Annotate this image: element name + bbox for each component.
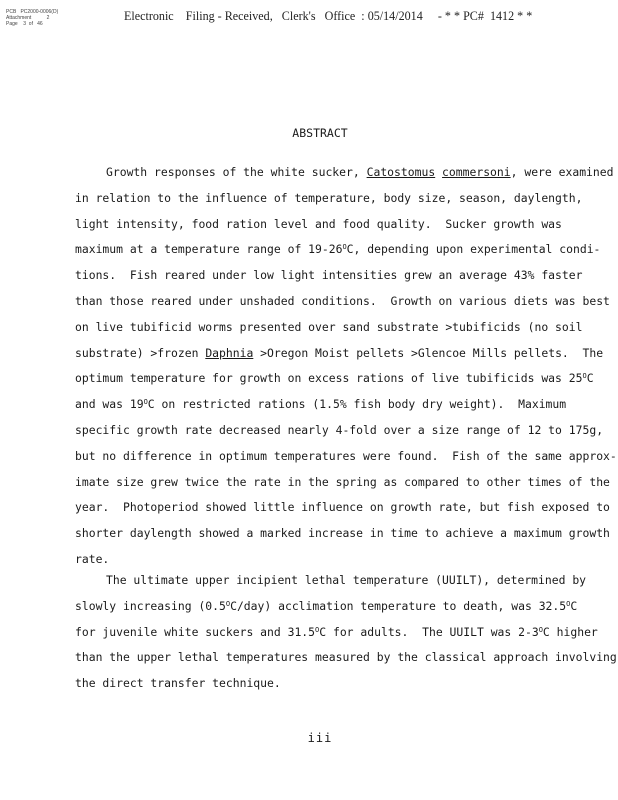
- text-line: than those reared under unshaded conditions. Growth on various diets was best: [75, 293, 610, 308]
- text-line: for juvenile white suckers and $31.5^OC$ for adults. The UUILT was $2-3^OC$ higher: [75, 624, 598, 639]
- text-line: imate size grew twice the rate in the spring as compared to other times of the: [75, 474, 610, 489]
- text-line: shorter daylength showed a marked increase in time to achieve a maximum growth: [75, 526, 610, 541]
- text-line: on live tubificid worms presented over sand substrate >tubificids (no soil: [75, 319, 583, 334]
- text-line: but no difference in optimum temperatures were found. Fish of the same approx-: [75, 448, 617, 463]
- text-line: slowly increasing $(0.5^OC/day)$ acclimation temperature to death, was $32.5^OC$: [75, 598, 578, 613]
- text-line: tions. Fish reared under low light intensities grew an average 43% faster: [75, 268, 583, 283]
- text-line: maximum at a temperature range of $19-26^OC$, depending upon experimental condi-: [75, 242, 601, 257]
- text-line: in relation to the influence of temperature, body size, season, daylength,: [75, 190, 583, 205]
- species-name: commersoni: [442, 165, 511, 179]
- text-line: and was $19^OC$ on restricted rations (1.5% fish body dry weight). Maximum: [75, 397, 567, 412]
- stamp-line: Page 3 of 46: [6, 21, 43, 27]
- daphnia-term: Daphnia: [205, 345, 254, 360]
- text-line: than the upper lethal temperatures measured by the classical approach involving: [75, 650, 617, 665]
- page-number: iii: [307, 731, 333, 745]
- text-line: Growth responses of the white sucker, Catostomus commersoni, were examined: [106, 165, 614, 179]
- text-line: year. Photoperiod showed little influence on growth rate, but fish exposed to: [75, 500, 610, 515]
- paragraph-growth: [75, 165, 617, 578]
- stamp-line: PCB PC2000-0006(D): [6, 9, 59, 15]
- text-line: specific growth rate decreased nearly 4-fold over a size range of 12 to 175g,: [75, 422, 604, 437]
- text-line: substrate) >frozen Daphnia >Oregon Moist pellets >Glencoe Mills pellets. The: [75, 345, 604, 360]
- text-line: light intensity, food ration level and food quality. Sucker growth was: [75, 216, 562, 231]
- text-line: optimum temperature for growth on excess rations of live tubificids was $25^OC$: [75, 371, 594, 386]
- text-line: The ultimate upper incipient lethal temperature (UUILT), determined by: [106, 573, 587, 587]
- stamp-line: Attachment 2: [6, 15, 50, 21]
- text-line: rate.: [75, 551, 110, 566]
- species-genus: Catostomus: [366, 165, 436, 179]
- paragraph-lethal-temperature: [75, 573, 617, 702]
- page-title: ABSTRACT: [292, 126, 348, 140]
- filing-stamp: [6, 9, 58, 27]
- filing-header: Electronic Filing - Received, Clerk's Office : 05/14/2014 - * * PC# 1412 * *: [124, 8, 533, 23]
- text-line: the direct transfer technique.: [75, 676, 281, 691]
